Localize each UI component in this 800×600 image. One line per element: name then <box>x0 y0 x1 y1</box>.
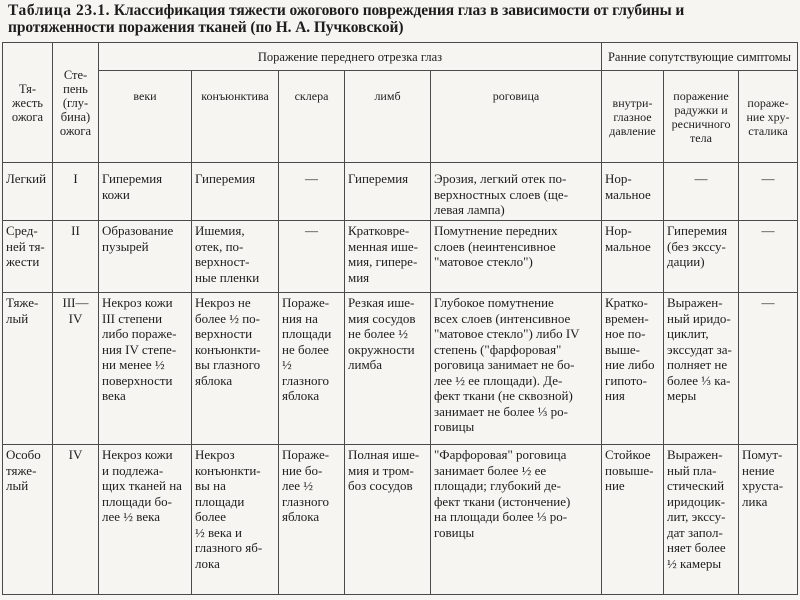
cell-intraocular-pressure: Стойкое повыше- ние <box>602 445 664 595</box>
burn-severity-table <box>2 42 798 595</box>
cell-iris-ciliary: Гиперемия (без экссу- дации) <box>664 221 739 293</box>
header-iris-ciliary: поражение радужки и ресничного тела <box>664 71 739 163</box>
table-row <box>3 445 798 595</box>
header-severity: Тя- жесть ожога <box>3 43 53 163</box>
header-degree: Сте- пень (глу- бина) ожога <box>53 43 99 163</box>
cell-limbus: Гиперемия <box>345 163 431 221</box>
cell-lens: — <box>739 293 798 445</box>
cell-sclera: Пораже- ния на площади не более ½ глазного яблока <box>279 293 345 445</box>
cell-cornea: Глубокое помутнение всех слоев (интенсивное "матовое стекло") либо IV степень ("фарфоровая" роговица занимает не бо- лее ½ ее площади). Де- фект ткани (не сквозной) занимает не более ⅓ ро- говицы <box>431 293 602 445</box>
cell-eyelids: Образование пузырей <box>99 221 192 293</box>
header-intraocular-pressure: внутри- глазное давление <box>602 71 664 163</box>
cell-eyelids: Гиперемия кожи <box>99 163 192 221</box>
cell-conjunctiva: Некроз не более ½ по- верхности конъюнкти- вы глазного яблока <box>192 293 279 445</box>
cell-conjunctiva: Гиперемия <box>192 163 279 221</box>
cell-iris-ciliary: Выражен- ный иридо- циклит, экссудат за- полняет не более ⅓ ка- меры <box>664 293 739 445</box>
table-number: Таблица 23.1. <box>8 2 111 19</box>
cell-iris-ciliary: — <box>664 163 739 221</box>
header-limbus: лимб <box>345 71 431 163</box>
cell-sclera: Пораже- ние бо- лее ½ глазного яблока <box>279 445 345 595</box>
table-row <box>3 293 798 445</box>
cell-eyelids: Некроз кожи и подлежа- щих тканей на площади бо- лее ½ века <box>99 445 192 595</box>
cell-intraocular-pressure: Нор- мальное <box>602 163 664 221</box>
cell-intraocular-pressure: Кратко- времен- ное по- выше- ние либо гипото- ния <box>602 293 664 445</box>
cell-cornea: Эрозия, легкий отек по- верхностных слоев (ще- левая лампа) <box>431 163 602 221</box>
cell-iris-ciliary: Выражен- ный пла- стический иридоцик- лит, экссу- дат запол- няет более ½ камеры <box>664 445 739 595</box>
cell-lens: Помут- нение хруста- лика <box>739 445 798 595</box>
cell-limbus: Полная ише- мия и тром- боз сосудов <box>345 445 431 595</box>
table-row <box>3 221 798 293</box>
cell-degree: III— IV <box>53 293 99 445</box>
cell-degree: II <box>53 221 99 293</box>
cell-severity: Сред- ней тя- жести <box>3 221 53 293</box>
cell-lens: — <box>739 221 798 293</box>
cell-sclera: — <box>279 163 345 221</box>
table-caption <box>8 2 792 36</box>
cell-degree: IV <box>53 445 99 595</box>
cell-severity: Особо тяже- лый <box>3 445 53 595</box>
cell-cornea: "Фарфоровая" роговица занимает более ½ ее площади; глубокий де- фект ткани (истончение) на площади более ⅓ ро- говицы <box>431 445 602 595</box>
cell-lens: — <box>739 163 798 221</box>
header-cornea: роговица <box>431 71 602 163</box>
cell-severity: Тяже- лый <box>3 293 53 445</box>
header-early-symptoms: Ранние сопутствующие симптомы <box>602 43 798 71</box>
header-anterior-segment: Поражение переднего отрезка глаз <box>99 43 602 71</box>
cell-conjunctiva: Некроз конъюнкти- вы на площади более ½ века и глазного яб- лока <box>192 445 279 595</box>
header-sclera: склера <box>279 71 345 163</box>
header-eyelids: веки <box>99 71 192 163</box>
cell-limbus: Резкая ише- мия сосудов не более ½ окружности лимба <box>345 293 431 445</box>
cell-severity: Легкий <box>3 163 53 221</box>
cell-cornea: Помутнение передних слоев (неинтенсивное "матовое стекло") <box>431 221 602 293</box>
header-lens: пораже- ние хру- сталика <box>739 71 798 163</box>
header-conjunctiva: конъюнктива <box>192 71 279 163</box>
cell-eyelids: Некроз кожи III степени либо пораже- ния IV степе- ни менее ½ поверхности века <box>99 293 192 445</box>
cell-conjunctiva: Ишемия, отек, по- верхност- ные пленки <box>192 221 279 293</box>
table-row <box>3 163 798 221</box>
cell-sclera: — <box>279 221 345 293</box>
table-title: Классификация тяжести ожогового повреждения глаз в зависимости от глубины и протяженности поражения тканей (по Н. А. Пучковской) <box>8 2 685 36</box>
cell-intraocular-pressure: Нор- мальное <box>602 221 664 293</box>
cell-degree: I <box>53 163 99 221</box>
cell-limbus: Кратковре- менная ише- мия, гипере- мия <box>345 221 431 293</box>
